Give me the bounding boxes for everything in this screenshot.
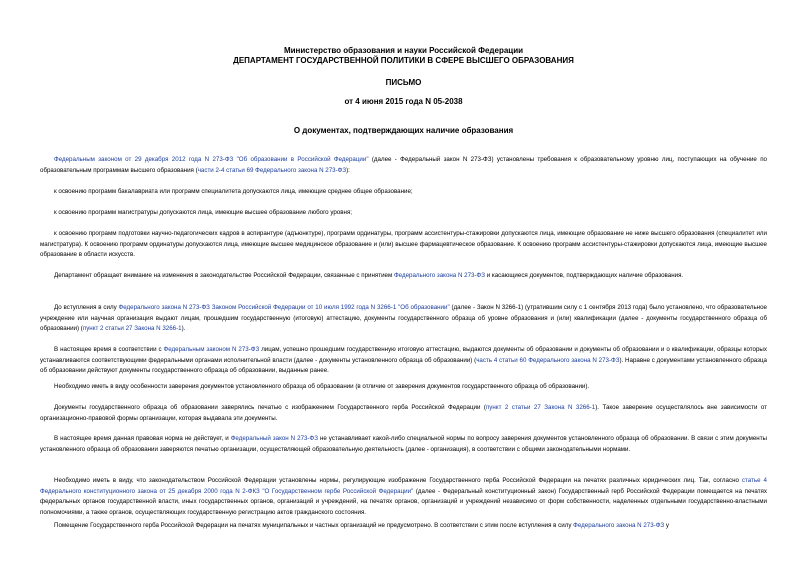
paragraph-norm-invalid	[40, 434, 767, 455]
paragraph-text: ). Наравне с документами установленного образца об образовании действуют документы государственного образца об образовании, выданные ранее.	[40, 356, 767, 374]
department-name: ДЕПАРТАМЕНТ ГОСУДАРСТВЕННОЙ ПОЛИТИКИ В СФЕРЕ ВЫСШЕГО ОБРАЗОВАНИЯ	[233, 56, 574, 65]
paragraph-master	[40, 208, 767, 219]
paragraph-text: к освоению программ магистратуры допускаются лица, имеющие высшее образование любого уровня;	[54, 209, 353, 216]
paragraph-text: Необходимо иметь в виду особенности заверения документов установленного образца об образовании (в отличие от заверения документов государственного образца об образовании).	[54, 383, 590, 390]
paragraph-text: к освоению программ бакалавриата или программ специалитета допускаются лица, имеющие среднее общее образование;	[54, 188, 413, 195]
legal-reference-link[interactable]: Федерального закона N 273-ФЗ	[393, 272, 485, 279]
paragraph-municipal	[40, 521, 767, 532]
legal-reference-link[interactable]: часть 4 статьи 60 Федерального закона N 273-ФЗ	[476, 356, 620, 364]
paragraph-text: В настоящее время в соответствии с	[54, 346, 164, 353]
paragraph-text: ):	[346, 166, 350, 174]
paragraph-department-notice	[40, 271, 767, 282]
paragraph-text: ). Такое заверение осуществлялось вне зависимости от организационно-правовой формы организации, которая выдавала эти документы.	[40, 404, 768, 422]
paragraph-text: До вступления в силу	[54, 304, 119, 311]
paragraph-current-law	[40, 345, 767, 377]
legal-reference-link[interactable]: Законом Российской Федерации от 10 июля 1992 года N 3266-1 "Об образовании"	[211, 304, 450, 311]
legal-reference-link[interactable]: пункт 2 статьи 27 Закона N 3266-1	[485, 404, 596, 411]
legal-reference-link[interactable]: пункт 2 статьи 27 Закона N 3266-1	[82, 325, 182, 332]
paragraph-coat-of-arms	[40, 476, 767, 518]
legal-reference-link[interactable]: Федерального закона N 273-ФЗ	[573, 522, 665, 529]
paragraph-text: и касающиеся документов, подтверждающих наличие образования.	[484, 272, 684, 279]
paragraph-state-seal	[40, 403, 767, 424]
paragraph-postgraduate	[40, 229, 767, 261]
legal-reference-link[interactable]: статье 4 Федерального конституционного закона от 25 декабря 2000 года N 2-ФКЗ "О Государственном гербе Российской Федерации"	[40, 477, 767, 495]
legal-reference-link[interactable]: Федеральным законом от 29 декабря 2012 года N 273-ФЗ "Об образовании в Российской Федерации"	[54, 156, 369, 163]
paragraph-text: к освоению программ подготовки научно-педагогических кадров в аспирантуре (адъюнктуре), программ ординатуры, программ ассистентуры-стажировки допускаются лица, имеющие образование не ниже высшего образования (специалитет или магистратура). К освоению программ ординатуры допускаются лица, имеющие высшее медицинское образование и (или) высшее фармацевтическое образование. К освоению программ ассистентуры-стажировки допускаются лица, имеющие высшее образование в области искусств.	[40, 230, 767, 258]
paragraph-text: лицам, успешно прошедшим государственную итоговую аттестацию, выдаются документы об образовании и документы об образовании и о квалификации, образцы которых устанавливаются соответствующими федеральными органами исполнительной власти (далее - документы установленного образца об образовании) (	[40, 346, 767, 364]
document-title: О документах, подтверждающих наличие образования	[293, 126, 514, 135]
legal-reference-link[interactable]: Федеральным законом N 273-ФЗ	[163, 346, 260, 353]
paragraph-text: Департамент обращает внимание на изменения в законодательстве Российской Федерации, связанные с принятием	[54, 272, 394, 279]
paragraph-text: В настоящее время данная правовая норма не действует, и	[54, 435, 231, 442]
paragraph-before-law	[40, 303, 767, 335]
paragraph-bachelor	[40, 187, 767, 198]
paragraph-text: не устанавливает какой-либо специальной нормы по вопросу заверения документов установленного образца об образовании. В связи с этим документы установленного образца об образовании заверяются печатью организации, осуществляющей образовательную деятельность (далее - организация), в соответствии с общими законодательными нормами.	[40, 435, 767, 453]
ministry-name: Министерство образования и науки Российской Федерации	[283, 46, 524, 55]
legal-reference-link[interactable]: Федерального закона N 273-ФЗ	[118, 304, 210, 311]
paragraph-certification-note	[40, 382, 767, 393]
paragraph-text: у	[664, 522, 669, 529]
paragraph-text: ).	[181, 325, 186, 332]
paragraph-text: (далее - Федеральный закон N 273-ФЗ) установлены требования к образовательному уровню лиц, поступающих на обучение по образовательным программам высшего образования (	[40, 156, 767, 174]
document-date-number: от 4 июня 2015 года N 05-2038	[344, 97, 463, 106]
paragraph-text: Помещение Государственного герба Российской Федерации на печатях муниципальных и частных организаций не предусмотрено. В соответствии с этим после вступления в силу	[54, 522, 574, 529]
paragraph-text: Документы государственного образца об образовании заверялись печатью с изображением Государственного герба Российской Федерации (	[54, 404, 486, 411]
document-type: ПИСЬМО	[385, 78, 422, 87]
paragraph-text: (далее - Закон N 3266-1) (утратившим силу с 1 сентября 2013 года) было установлено, что образовательное учреждение или научная организация выдают лицам, прошедшим государственную (итоговую) аттестацию, документы государственного образца об уровне образования и (или) квалификации (далее - документы государственного образца об образовании) (	[40, 304, 767, 332]
legal-reference-link[interactable]: Федеральный закон N 273-ФЗ	[230, 435, 318, 442]
paragraph-text: Необходимо иметь в виду, что законодательством Российской Федерации установлены нормы, регулирующие изображение Государственного герба Российской Федерации на печатях различных юридических лиц. Так, согласно	[54, 477, 742, 484]
legal-reference-link[interactable]: части 2-4 статьи 69 Федерального закона N 273-ФЗ	[197, 166, 347, 174]
paragraph-intro	[40, 155, 767, 176]
paragraph-text: (далее - Федеральный конституционный закон) Государственный герб Российской Федерации помещается на печатях федеральных органов государственной власти, иных государственных органов, организаций и учреждений, на печатях органов, организаций и учреждений независимо от форм собственности, наделенных отдельными государственно-властными полномочиями, а также органов, осуществляющих государственную регистрацию актов гражданского состояния.	[40, 487, 768, 516]
